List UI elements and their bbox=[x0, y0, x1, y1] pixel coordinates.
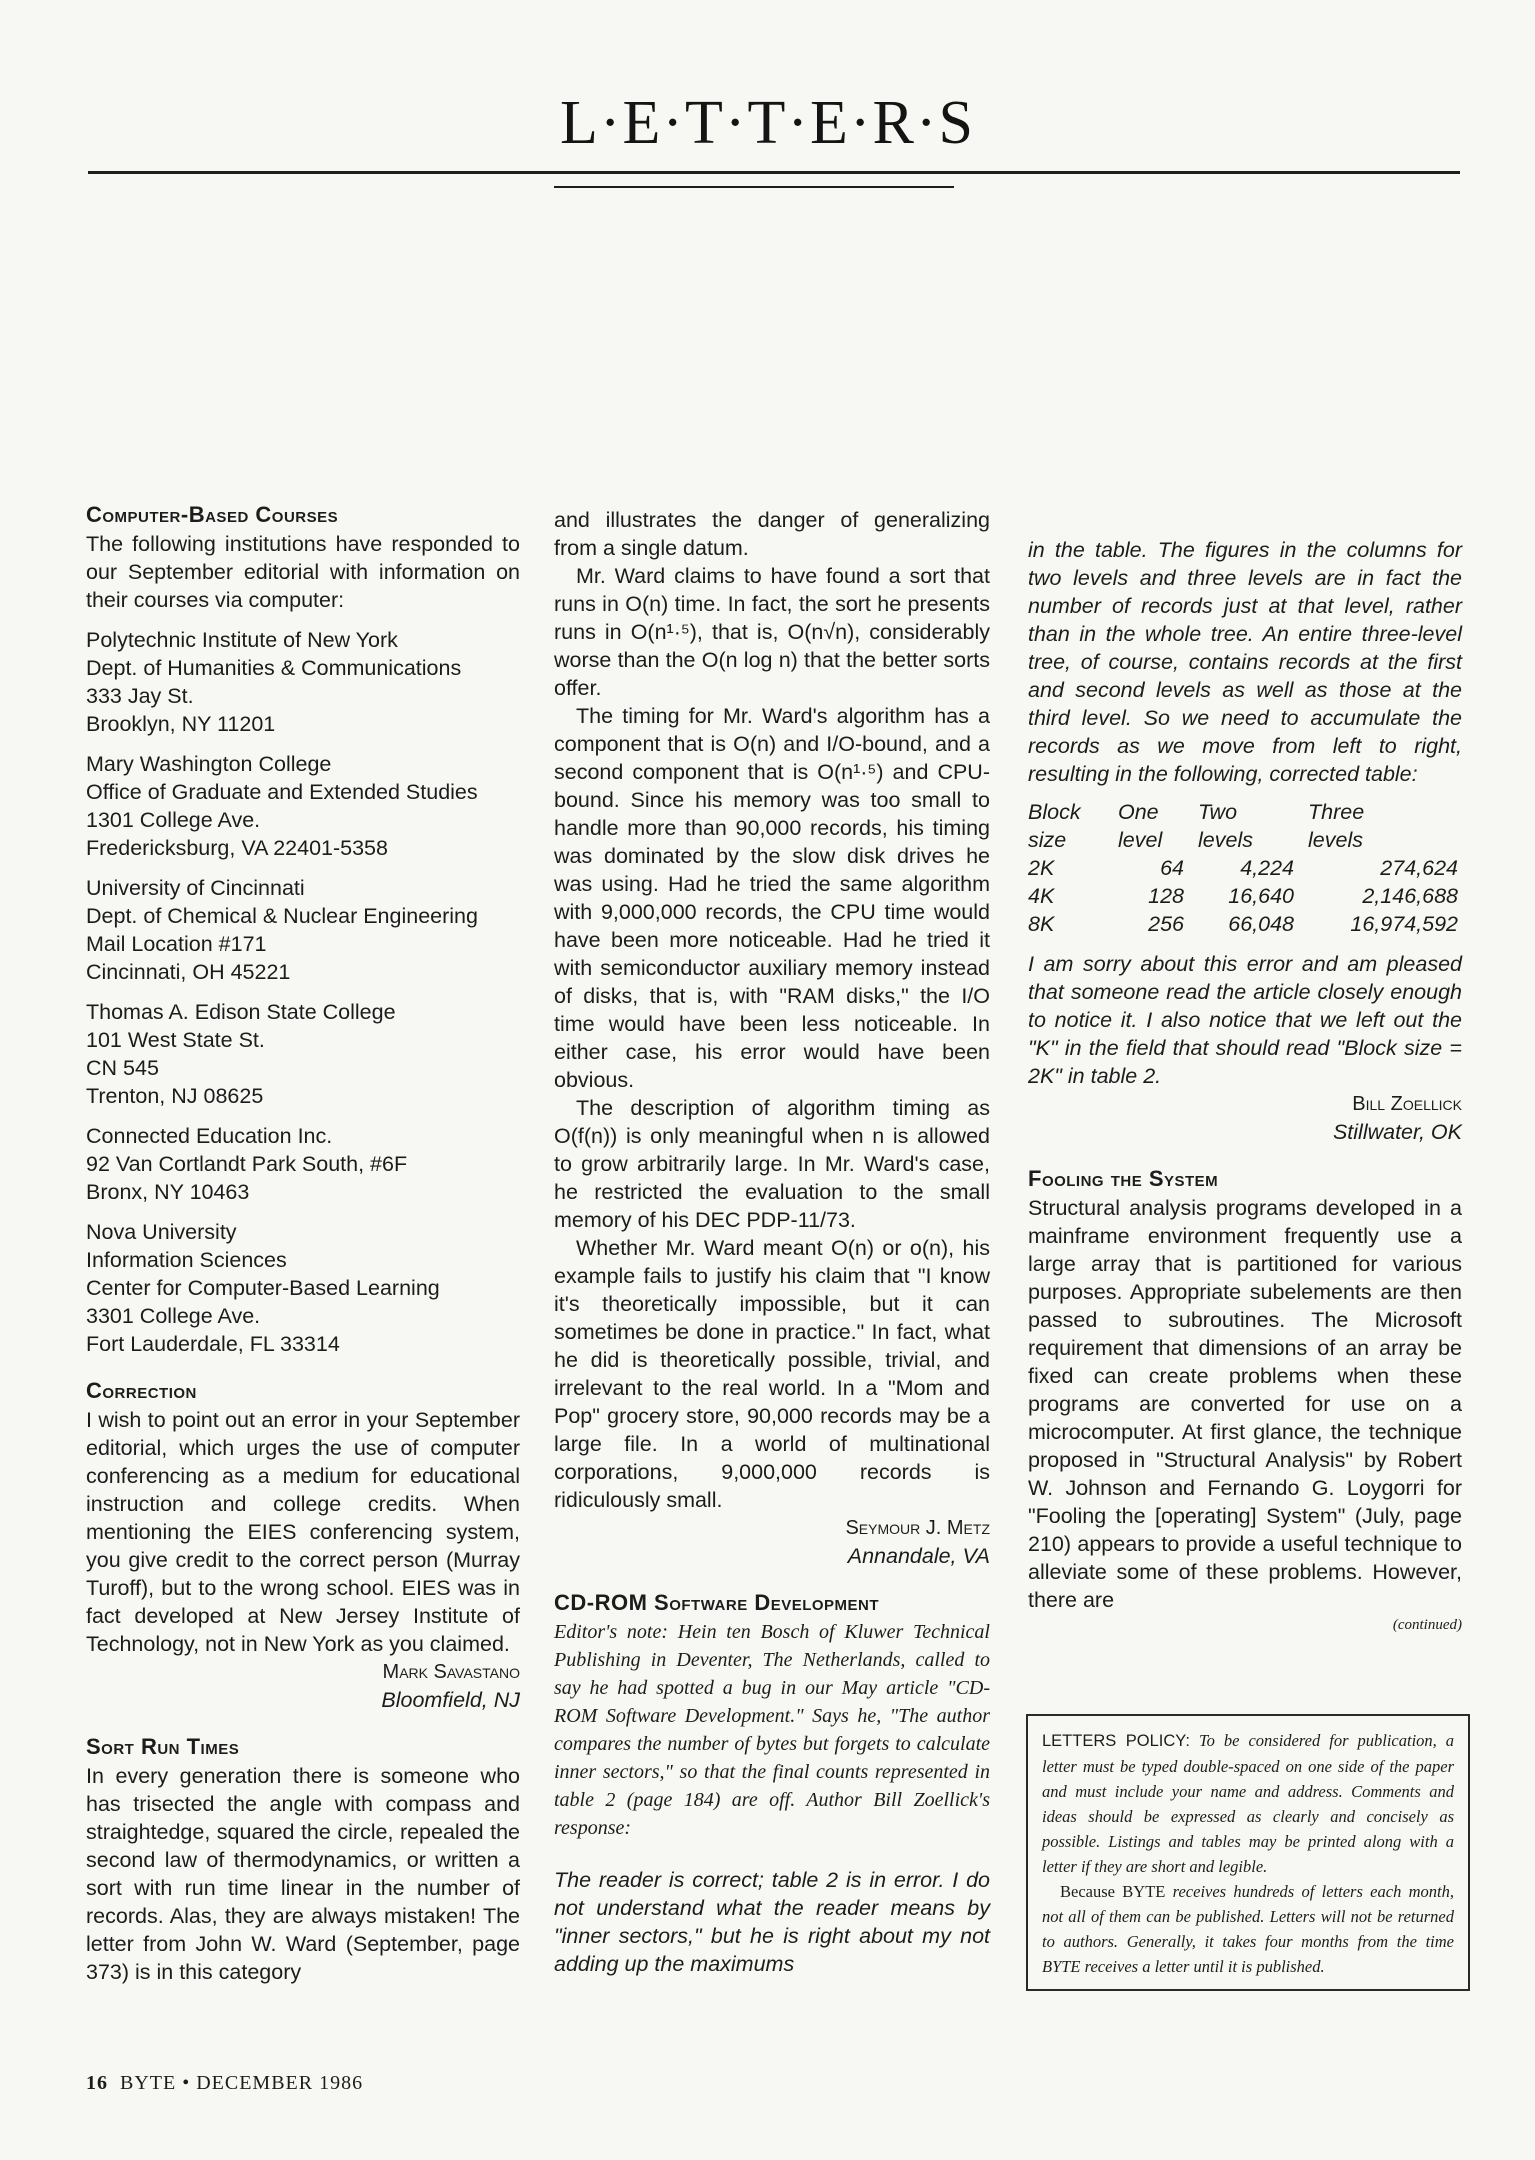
correction-body: I wish to point out an error in your September editorial, which urges the use of computer conferencing as a medium for educational instruction and college credits. When mentioning the EIES conferencing system, you give credit to the correct person (Murray Turoff), but to the wrong school. EIES was in fact developed at New Jersey Institute of Technology, not in New York as you claimed. bbox=[86, 1408, 520, 1656]
fooling-body: Structural analysis programs developed in a mainframe environment frequently use a large array that is partitioned for various purposes. Appropriate subelements are then passed to subroutines. The Microsoft requirement that dimensions of an array be fixed can create problems when these programs are converted for use on a microcomputer. At first glance, the technique proposed in "Structural Analysis" by Robert W. Johnson and Fernando G. Loygorri for "Fooling the [operating] System" (July, page 210) appears to provide a useful technique to alleviate some of these problems. However, there are bbox=[1028, 1196, 1462, 1612]
policy-paragraph bbox=[1042, 1728, 1454, 1879]
records-table bbox=[1028, 798, 1458, 938]
address-line: University of Cincinnati bbox=[86, 876, 305, 900]
continued-note: (continued) bbox=[1392, 1617, 1462, 1633]
address-line: 92 Van Cortlandt Park South, #6F bbox=[86, 1152, 408, 1176]
address-line: Fort Lauderdale, FL 33314 bbox=[86, 1332, 340, 1356]
correction-heading: Correction bbox=[86, 1378, 197, 1403]
address-line: Information Sciences bbox=[86, 1248, 287, 1272]
table-header-row bbox=[1028, 798, 1458, 826]
table-header-cell: size bbox=[1028, 828, 1067, 852]
letters-policy-box bbox=[1026, 1714, 1470, 1991]
table-cell: 2K bbox=[1028, 856, 1055, 880]
address-line: Nova University bbox=[86, 1220, 237, 1244]
address-line: Trenton, NJ 08625 bbox=[86, 1084, 264, 1108]
address-line: Fredericksburg, VA 22401-5358 bbox=[86, 836, 388, 860]
sort-paragraph: The description of algorithm timing as O(f(n)) is only meaningful when n is allowed to grow arbitrarily large. In Mr. Ward's case, he restricted the evaluation to the small memory of his DEC PDP-11/73. bbox=[554, 1096, 990, 1232]
address-line: Dept. of Humanities & Communications bbox=[86, 656, 462, 680]
signature-name: Seymour J. Metz bbox=[845, 1517, 990, 1539]
signature-place: Bloomfield, NJ bbox=[381, 1688, 520, 1712]
table-row bbox=[1028, 882, 1458, 910]
address-line: 333 Jay St. bbox=[86, 684, 194, 708]
signature-name: Mark Savastano bbox=[382, 1661, 520, 1683]
address-line: 3301 College Ave. bbox=[86, 1304, 261, 1328]
institution-address bbox=[86, 750, 520, 862]
table-header-cell: levels bbox=[1198, 828, 1253, 852]
address-line: 101 West State St. bbox=[86, 1028, 265, 1052]
table-cell: 256 bbox=[1148, 912, 1184, 936]
table-cell: 274,624 bbox=[1380, 856, 1458, 880]
author-reply: I am sorry about this error and am pleased that someone read the article closely enough to notice it. I also notice that we left out the "K" in the field that should read "Block size = 2K" in table 2. bbox=[1028, 952, 1462, 1088]
policy-text: receives hundreds of letters each month, not all of them can be published. Letters will not be returned to authors. Generally, it takes four months from the time BYTE receives a letter until it is published. bbox=[1042, 1882, 1455, 1976]
address-line: Cincinnati, OH 45221 bbox=[86, 960, 291, 984]
table-header-row bbox=[1028, 826, 1458, 854]
table-cell: 8K bbox=[1028, 912, 1055, 936]
masthead-subrule bbox=[554, 186, 954, 188]
table-header-cell: Three bbox=[1308, 800, 1365, 824]
address-line: Mail Location #171 bbox=[86, 932, 267, 956]
author-reply: in the table. The figures in the columns for two levels and three levels are in fact the number of records just at that level, rather than in the whole tree. An entire three-level tree, of course, contains records at the first and second levels as well as those at the third level. So we need to accumulate the records as we move from left to right, resulting in the following, corrected table: bbox=[1028, 538, 1462, 786]
sort-paragraph: Mr. Ward claims to have found a sort that runs in O(n) time. In fact, the sort he presents runs in O(n¹·⁵), that is, O(n√n), considerably worse than the O(n log n) that the better sorts offer. bbox=[554, 564, 990, 700]
policy-text: To be considered for publication, a letter must be typed double-spaced on one side of the paper and must include your name and address. Comments and ideas should be expressed as clearly and concisely as possible. Listings and tables may be printed along with a letter if they are short and legible. bbox=[1042, 1731, 1455, 1876]
address-line: Office of Graduate and Extended Studies bbox=[86, 780, 478, 804]
table-cell: 64 bbox=[1160, 856, 1184, 880]
column-1 bbox=[86, 500, 520, 1986]
page-footer bbox=[86, 2072, 363, 2095]
author-reply: The reader is correct; table 2 is in error. I do not understand what the reader means by "inner sectors," but he is right about my not adding up the maximums bbox=[554, 1868, 990, 1976]
fooling-heading: Fooling the System bbox=[1028, 1166, 1219, 1191]
table-header-cell: One bbox=[1118, 800, 1159, 824]
folio-text: BYTE • DECEMBER 1986 bbox=[120, 2072, 364, 2094]
address-line: Mary Washington College bbox=[86, 752, 332, 776]
signature-place: Stillwater, OK bbox=[1332, 1120, 1462, 1144]
cdrom-heading: CD-ROM Software Development bbox=[554, 1590, 880, 1615]
address-line: 1301 College Ave. bbox=[86, 808, 261, 832]
table-cell: 4,224 bbox=[1240, 856, 1294, 880]
column-3 bbox=[1028, 536, 1462, 1636]
sort-paragraph: The timing for Mr. Ward's algorithm has a component that is O(n) and I/O-bound, and a second component that is O(n¹·⁵) and CPU-bound. Since his memory was too small to handle more than 90,000 records, his timing was dominated by the slow disk drives he was using. Had he tried the same algorithm with 9,000,000 records, the CPU time would have been more noticeable. Had he tried it with semiconductor auxiliary memory instead of disks, that is, with "RAM disks," the I/O time would have been less noticeable. In either case, his error would have been obvious. bbox=[554, 704, 990, 1092]
table-cell: 66,048 bbox=[1228, 912, 1294, 936]
institution-address bbox=[86, 626, 520, 738]
address-line: Thomas A. Edison State College bbox=[86, 1000, 396, 1024]
address-line: Brooklyn, NY 11201 bbox=[86, 712, 276, 736]
signature-name: Bill Zoellick bbox=[1352, 1093, 1462, 1115]
editor-note: Editor's note: Hein ten Bosch of Kluwer Technical Publishing in Deventer, The Netherlands, called to say he had spotted a bug in our May article "CD-ROM Software Development." Says he, "The author compares the number of bytes but forgets to calculate inner sectors," so that the final counts represented in table 2 (page 184) are off. Author Bill Zoellick's response: bbox=[554, 1621, 990, 1839]
sort-paragraph: and illustrates the danger of generalizing from a single datum. bbox=[554, 508, 990, 560]
masthead-rule bbox=[88, 171, 1460, 174]
table-cell: 16,640 bbox=[1228, 884, 1294, 908]
institution-address bbox=[86, 874, 520, 986]
courses-intro: The following institutions have responded to our September editorial with information on their courses via computer: bbox=[86, 532, 520, 612]
table-row bbox=[1028, 910, 1458, 938]
policy-paragraph bbox=[1042, 1879, 1454, 1979]
address-line: Bronx, NY 10463 bbox=[86, 1180, 250, 1204]
section-title: L·E·T·T·E·R·S bbox=[559, 89, 976, 157]
sort-heading: Sort Run Times bbox=[86, 1734, 240, 1759]
institution-address bbox=[86, 1122, 520, 1206]
table-cell: 16,974,592 bbox=[1350, 912, 1458, 936]
page-number: 16 bbox=[86, 2072, 108, 2094]
address-line: Dept. of Chemical & Nuclear Engineering bbox=[86, 904, 478, 928]
institution-address bbox=[86, 1218, 520, 1358]
address-line: Polytechnic Institute of New York bbox=[86, 628, 398, 652]
signature-place: Annandale, VA bbox=[847, 1544, 990, 1568]
table-cell: 2,146,688 bbox=[1362, 884, 1458, 908]
table-cell: 4K bbox=[1028, 884, 1055, 908]
table-header-cell: levels bbox=[1308, 828, 1363, 852]
sort-paragraph: In every generation there is someone who has trisected the angle with compass and straightedge, squared the circle, repealed the second law of thermodynamics, or written a sort with run time linear in the number of records. Alas, they are always mistaken! The letter from John W. Ward (September, page 373) is in this category bbox=[86, 1764, 520, 1984]
address-line: CN 545 bbox=[86, 1056, 159, 1080]
table-header-cell: Two bbox=[1198, 800, 1238, 824]
table-header-cell: level bbox=[1118, 828, 1163, 852]
column-2 bbox=[554, 506, 990, 1978]
sort-paragraph: Whether Mr. Ward meant O(n) or o(n), his example fails to justify his claim that "I know it's theoretically impossible, but it can sometimes be done in practice." In fact, what he did is theoretically possible, trivial, and irrelevant to the real world. In a "Mom and Pop" grocery store, 90,000 records may be a large file. In a world of multinational corporations, 9,000,000 records is ridiculously small. bbox=[554, 1236, 990, 1512]
table-cell: 128 bbox=[1148, 884, 1184, 908]
policy-text: Because BYTE bbox=[1060, 1882, 1166, 1901]
masthead bbox=[0, 88, 1535, 159]
institution-address bbox=[86, 998, 520, 1110]
address-line: Connected Education Inc. bbox=[86, 1124, 333, 1148]
policy-lead: LETTERS POLICY: bbox=[1042, 1732, 1190, 1750]
courses-heading: Computer-Based Courses bbox=[86, 502, 339, 527]
table-row bbox=[1028, 854, 1458, 882]
address-line: Center for Computer-Based Learning bbox=[86, 1276, 440, 1300]
table-header-cell: Block bbox=[1028, 800, 1081, 824]
